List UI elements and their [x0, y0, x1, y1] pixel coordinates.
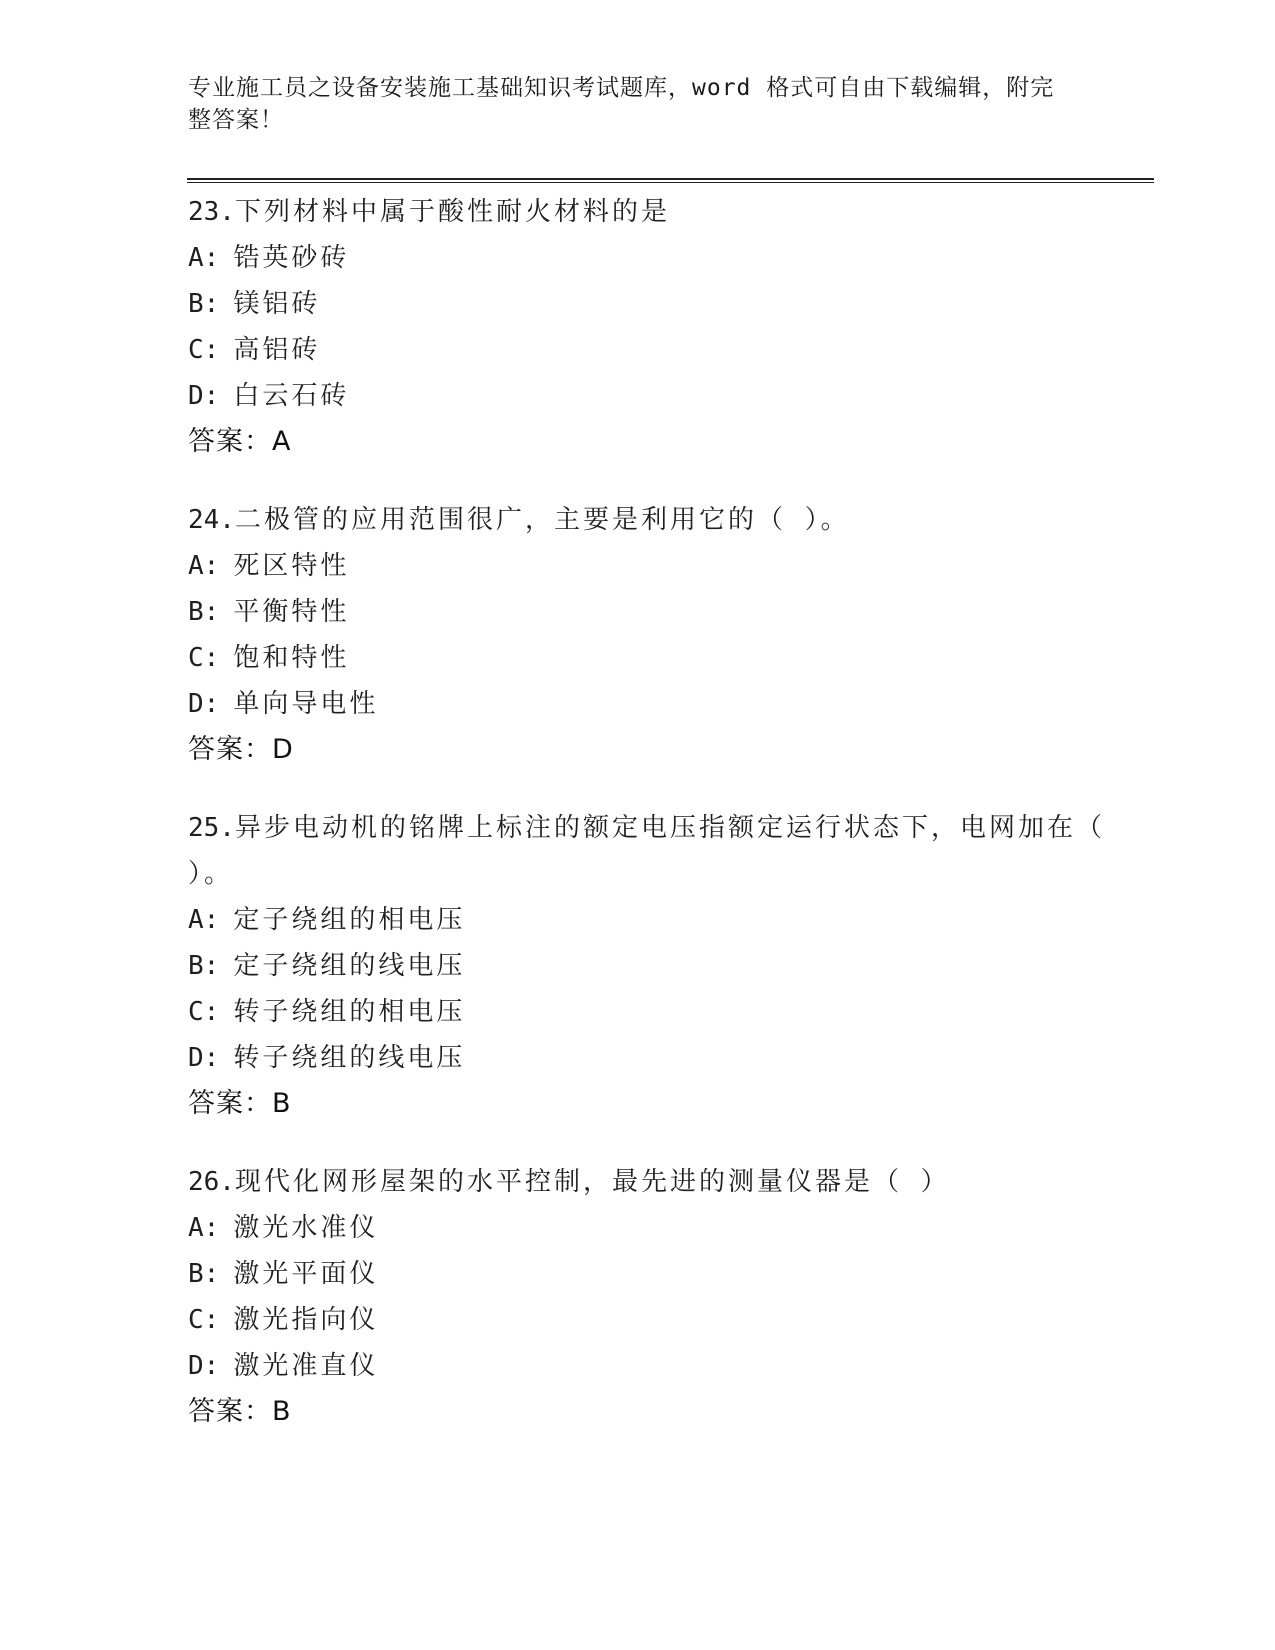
option-d	[188, 1035, 1118, 1081]
option-c	[188, 327, 1118, 373]
option-key: C:	[188, 1305, 220, 1335]
option-c	[188, 989, 1118, 1035]
question-24	[188, 497, 1118, 773]
option-b	[188, 1251, 1118, 1297]
question-stem: 下列材料中属于酸性耐火材料的是	[234, 197, 670, 227]
question-stem: 异步电动机的铭牌上标注的额定电压指额定运行状态下，电网加在（ ）。	[188, 813, 1124, 889]
option-a	[188, 897, 1118, 943]
option-text: 高铝砖	[233, 335, 321, 365]
option-text: 镁铝砖	[233, 289, 321, 319]
answer-line: 答案：A	[188, 426, 292, 457]
question-number: 25.	[188, 813, 235, 843]
option-c	[188, 635, 1118, 681]
option-a	[188, 1205, 1118, 1251]
option-key: D:	[188, 1043, 220, 1073]
option-text: 激光指向仪	[233, 1305, 379, 1335]
option-key: C:	[188, 997, 220, 1027]
option-text: 死区特性	[233, 551, 350, 581]
header-line-2: 整答案！	[188, 107, 284, 133]
question-25	[188, 805, 1124, 1127]
option-a	[188, 235, 1118, 281]
option-c	[188, 1297, 1118, 1343]
option-key: D:	[188, 1351, 220, 1381]
question-text	[188, 805, 1124, 897]
option-text: 转子绕组的相电压	[233, 997, 466, 1027]
option-key: D:	[188, 381, 220, 411]
question-text	[188, 189, 1118, 235]
option-text: 激光水准仪	[233, 1213, 379, 1243]
option-key: C:	[188, 335, 220, 365]
option-key: C:	[188, 643, 220, 673]
option-key: D:	[188, 689, 220, 719]
option-b	[188, 589, 1118, 635]
option-d	[188, 1343, 1118, 1389]
option-text: 白云石砖	[233, 381, 350, 411]
option-key: A:	[188, 1213, 220, 1243]
question-stem: 现代化网形屋架的水平控制，最先进的测量仪器是（ ）	[234, 1167, 950, 1197]
option-text: 锆英砂砖	[233, 243, 350, 273]
option-text: 平衡特性	[233, 597, 350, 627]
option-b	[188, 943, 1118, 989]
option-d	[188, 373, 1118, 419]
option-key: B:	[188, 597, 220, 627]
question-number: 26.	[188, 1167, 235, 1197]
answer-line: 答案：D	[188, 734, 294, 765]
option-key: A:	[188, 243, 220, 273]
option-key: B:	[188, 289, 220, 319]
option-text: 定子绕组的相电压	[233, 905, 466, 935]
option-text: 激光准直仪	[233, 1351, 379, 1381]
question-26	[188, 1159, 1118, 1435]
question-number: 23.	[188, 197, 235, 227]
header-divider-thick	[187, 178, 1154, 180]
document-header	[188, 72, 1088, 136]
question-number: 24.	[188, 505, 235, 535]
option-a	[188, 543, 1118, 589]
header-line-1: 专业施工员之设备安装施工基础知识考试题库，word 格式可自由下载编辑，附完	[188, 75, 1055, 101]
question-23	[188, 189, 1118, 465]
option-b	[188, 281, 1118, 327]
option-text: 定子绕组的线电压	[233, 951, 466, 981]
option-key: A:	[188, 551, 220, 581]
option-text: 激光平面仪	[233, 1259, 379, 1289]
answer-line: 答案：B	[188, 1396, 292, 1427]
option-text: 饱和特性	[233, 643, 350, 673]
question-list	[188, 189, 1124, 1467]
question-stem: 二极管的应用范围很广，主要是利用它的（ ）。	[234, 505, 850, 535]
option-key: A:	[188, 905, 220, 935]
option-key: B:	[188, 951, 220, 981]
question-text	[188, 1159, 1118, 1205]
option-text: 单向导电性	[233, 689, 379, 719]
option-text: 转子绕组的线电压	[233, 1043, 466, 1073]
answer-line: 答案：B	[188, 1088, 292, 1119]
question-text	[188, 497, 1118, 543]
option-d	[188, 681, 1118, 727]
header-divider-thin	[187, 182, 1154, 183]
option-key: B:	[188, 1259, 220, 1289]
